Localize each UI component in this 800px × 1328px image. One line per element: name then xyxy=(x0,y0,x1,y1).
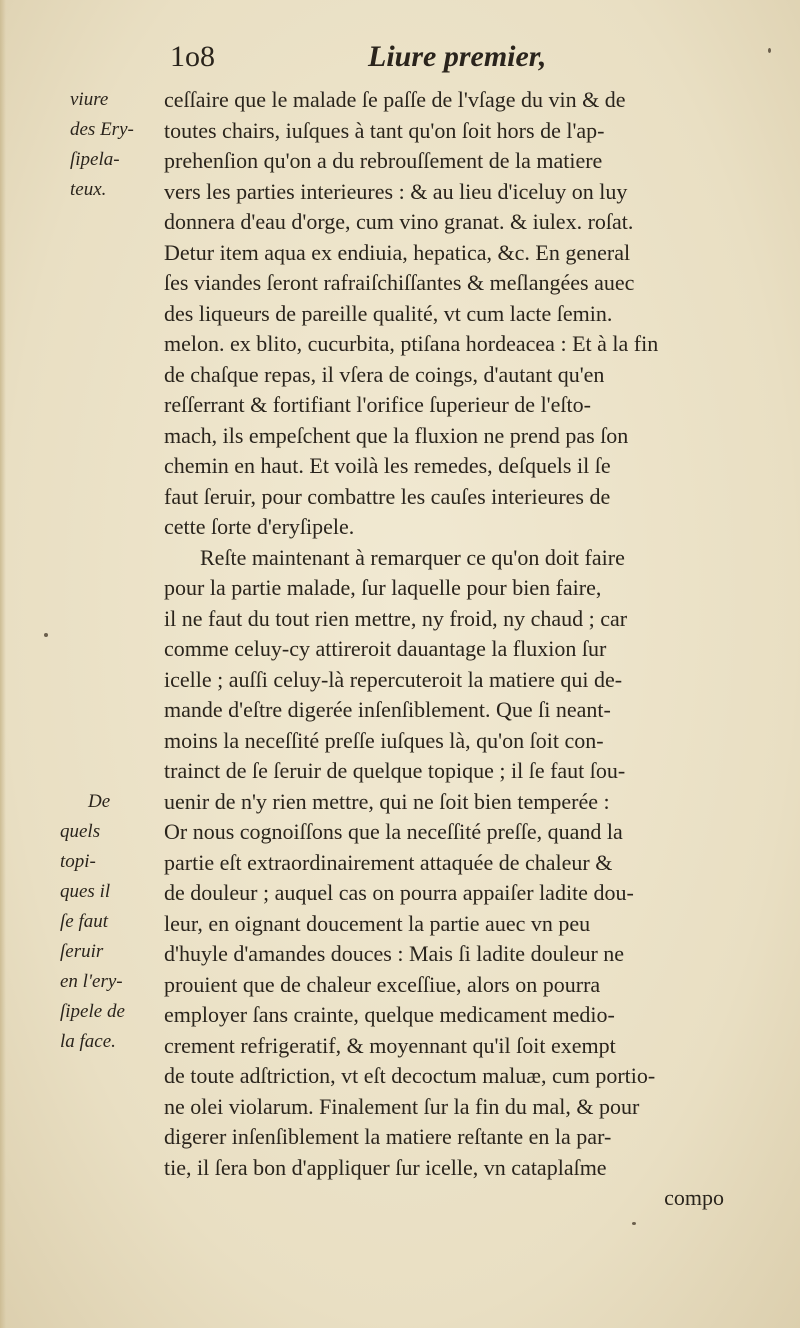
paper-speck xyxy=(768,48,771,53)
catchword: compo xyxy=(664,1185,724,1210)
paragraph-start-line: Reſte maintenant à remarquer ce qu'on doit faire xyxy=(200,544,625,570)
text-line: digerer inſenſiblement la matiere reſtante en la par- xyxy=(164,1124,612,1149)
paper-speck xyxy=(44,633,48,637)
text-line: ſes viandes ſeront rafraiſchiſſantes & meſlangées auec xyxy=(164,270,635,295)
text-line: mande d'eſtre digerée inſenſiblement. Que ſi neant- xyxy=(164,697,611,722)
margin-note-line: De xyxy=(88,791,111,812)
page-number: 1o8 xyxy=(170,40,215,73)
margin-note-line: ſeruir xyxy=(60,941,104,962)
margin-note-line: en l'ery- xyxy=(60,971,123,992)
running-title: Liure premier, xyxy=(368,40,547,73)
main-text-block xyxy=(164,85,754,1214)
text-line: toutes chairs, iuſques à tant qu'on ſoit hors de l'ap- xyxy=(164,117,605,143)
margin-note-line: viure xyxy=(70,89,109,110)
text-line: des liqueurs de pareille qualité, vt cum lacte ſemin. xyxy=(164,300,613,326)
margin-note-line: ſe faut xyxy=(60,911,109,932)
margin-note-line: ſipela- xyxy=(70,149,120,170)
text-line: faut ſeruir, pour combattre les cauſes interieures de xyxy=(164,483,611,509)
paper-speck xyxy=(632,1222,636,1225)
margin-note-line: quels xyxy=(60,821,101,842)
text-line: reſſerrant & fortifiant l'orifice ſuperieur de l'eſto- xyxy=(164,392,591,417)
text-line: leur, en oignant doucement la partie auec vn peu xyxy=(164,910,591,936)
text-line: uenir de n'y rien mettre, qui ne ſoit bien temperée : xyxy=(164,788,610,814)
margin-note-line: des Ery- xyxy=(70,119,134,140)
margin-note-line: ſipele de xyxy=(60,1001,125,1022)
text-line: melon. ex blito, cucurbita, ptiſana hordeacea : Et à la fin xyxy=(164,331,659,356)
margin-note-line: topi- xyxy=(60,851,96,872)
text-line: partie eſt extraordinairement attaquée de chaleur & xyxy=(164,849,613,875)
text-line: d'huyle d'amandes douces : Mais ſi ladite douleur ne xyxy=(164,941,625,966)
text-line: ceſſaire que le malade ſe paſſe de l'vſage du vin & de xyxy=(164,87,626,112)
text-line: crement refrigeratif, & moyennant qu'il ſoit exempt xyxy=(164,1032,616,1058)
text-line: de toute adſtriction, vt eſt decoctum maluæ, cum portio- xyxy=(164,1063,656,1088)
text-line: Detur item aqua ex endiuia, hepatica, &c. En general xyxy=(164,239,631,265)
text-line: trainct de ſe ſeruir de quelque topique ; il ſe faut ſou- xyxy=(164,758,626,783)
text-line: de douleur ; auquel cas on pourra appaiſer ladite dou- xyxy=(164,880,634,905)
margin-note-line: teux. xyxy=(70,179,107,200)
text-line: chemin en haut. Et voilà les remedes, deſquels il ſe xyxy=(164,453,611,478)
text-line: employer ſans crainte, quelque medicament medio- xyxy=(164,1002,615,1027)
text-line: donnera d'eau d'orge, cum vino granat. & iulex. roſat. xyxy=(164,209,634,234)
text-line: cette ſorte d'eryſipele. xyxy=(164,514,355,539)
text-line: vers les parties interieures : & au lieu d'iceluy on luy xyxy=(164,178,628,204)
text-line: prouient que de chaleur exceſſiue, alors on pourra xyxy=(164,971,601,997)
text-line: il ne faut du tout rien mettre, ny froid, ny chaud ; car xyxy=(164,605,628,631)
text-line: icelle ; auſſi celuy-là repercuteroit la matiere qui de- xyxy=(164,666,623,692)
margin-note-line: ques il xyxy=(60,881,111,902)
page-gutter-shadow xyxy=(0,0,6,1328)
text-line: ne olei violarum. Finalement ſur la fin du mal, & pour xyxy=(164,1093,640,1119)
text-line: moins la neceſſité preſſe iuſques là, qu'on ſoit con- xyxy=(164,727,604,753)
text-line: mach, ils empeſchent que la fluxion ne prend pas ſon xyxy=(164,422,629,448)
text-line: prehenſion qu'on a du rebrouſſement de la matiere xyxy=(164,148,603,173)
text-line: pour la partie malade, ſur laquelle pour bien faire, xyxy=(164,575,602,600)
margin-note-line: la face. xyxy=(60,1031,116,1052)
text-line: comme celuy-cy attireroit dauantage la fluxion ſur xyxy=(164,636,607,661)
text-line: Or nous cognoiſſons que la neceſſité preſſe, quand la xyxy=(164,819,623,844)
text-line: de chaſque repas, il vſera de coings, d'autant qu'en xyxy=(164,361,605,387)
text-line: tie, il ſera bon d'appliquer ſur icelle, vn cataplaſme xyxy=(164,1154,607,1180)
page-header xyxy=(0,40,800,84)
